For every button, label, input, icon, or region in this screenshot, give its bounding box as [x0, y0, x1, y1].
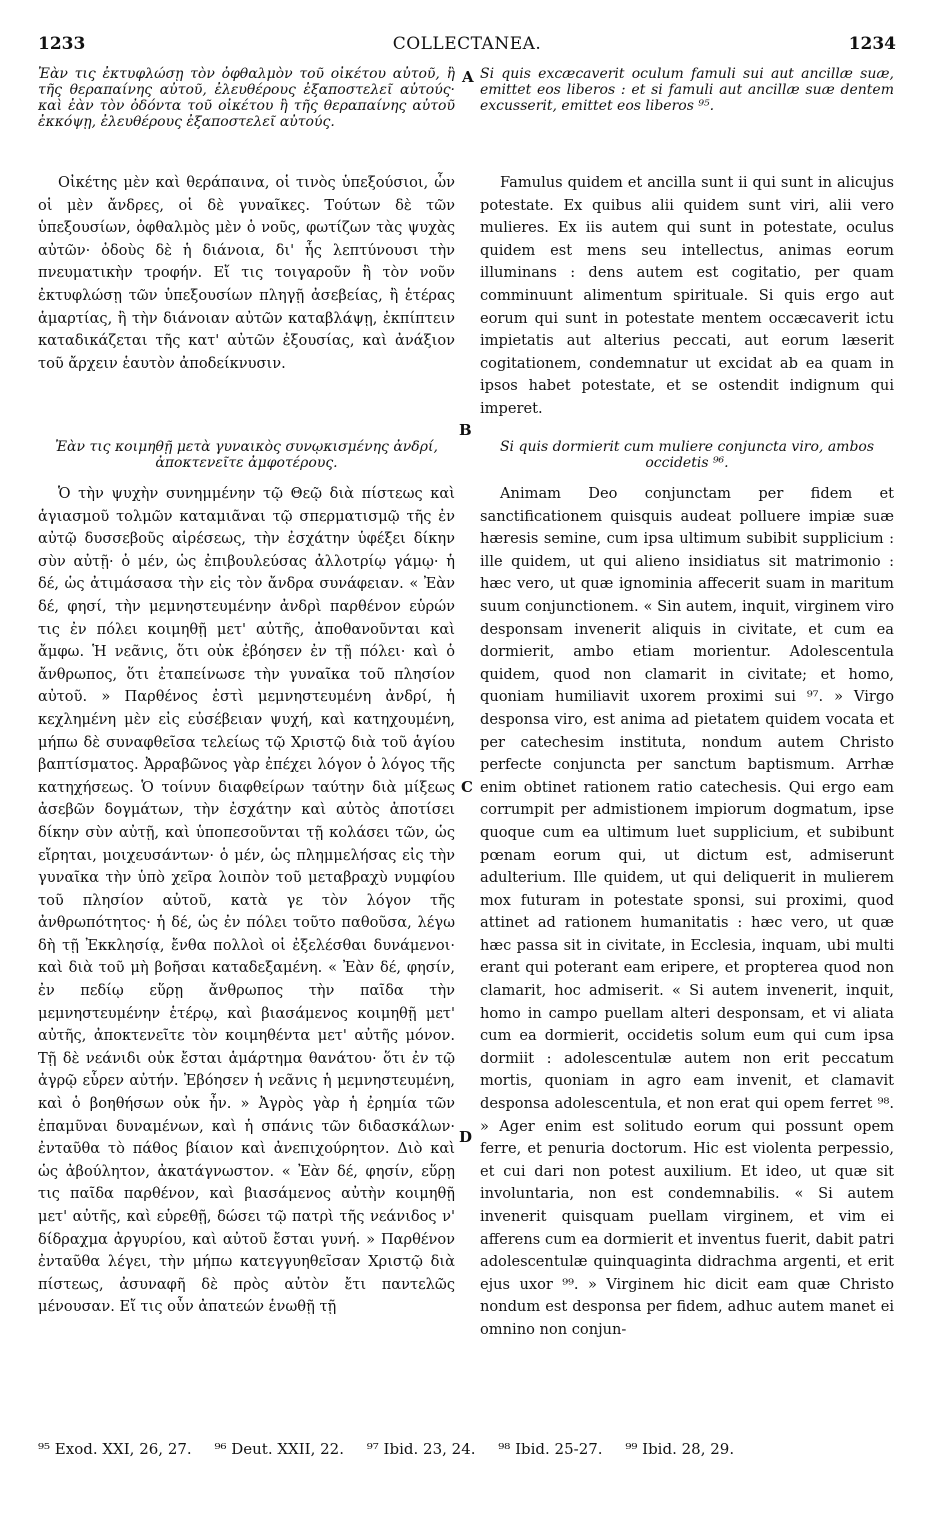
margin-letter-b: B — [459, 421, 472, 439]
greek-section2-text: Ὁ τὴν ψυχὴν συνημμένην τῷ Θεῷ διὰ πίστεως καὶ ἁγιασμοῦ τολμῶν καταμιᾶναι τῷ σπερματισμῷ τῆς ἐν αὐτῷ δυσσεβοῦς αἱρέσεως, τὴν ἐσχάτην ὑφέξει δίκην σὺν αὐτῇ· ὁ μέν, ὡς ἐπιβουλεύσας ἀλλοτρίῳ γάμῳ· ἡ δέ, ὡς ἀτιμάσασα τὴν εἰς τὸν ἄνδρα συνάφειαν. « Ἐὰν δέ, φησί, τὴν μεμνηστευμένην ἀνδρὶ παρθένον εὑρών τις ἐν πόλει κοιμηθῇ μετ' αὐτῆς, ἀποθανοῦνται καὶ ἄμφω. Ἡ νεᾶνις, ὅτι οὐκ ἐβόησεν ἐν τῇ πόλει· καὶ ὁ ἄνθρωπος, ὅτι ἐταπείνωσε τὴν γυναῖκα τοῦ πλησίον αὐτοῦ. » Παρθένος ἐστὶ μεμνηστευμένη ἀνδρί, ἡ κεχλημένη μὲν εἰς εὐσέβειαν ψυχή, καὶ κατηχουμένη, μήπω δὲ συναφθεῖσα τελείως τῷ Χριστῷ διὰ τοῦ ἁγίου βαπτίσματος. Ἀρραβῶνος γὰρ ἐπέχει λόγον ὁ λόγος τῆς κατηχήσεως. Ὁ τοίνυν διαφθείρων ταύτην διὰ μίξεως ἀσεβῶν δογμάτων, τὴν ἐσχάτην καὶ αὐτὸς ἀποτίσει δίκην σὺν αὐτῇ, καὶ ὑποπεσοῦνται τῇ κολάσει τῶν, ὡς εἴρηται, μοιχευσάντων· ὁ μέν, ὡς πλημμελήσας εἰς τὴν γυναῖκα τὴν ὑπὸ χεῖρα λοιπὸν τοῦ μεταβραχὺ νυμφίου τοῦ πλησίον αὐτοῦ, κατὰ γε τὸν λόγον τῆς ἀνθρωπότητος· ἡ δέ, ὡς ἐν πόλει τοῦτο παθοῦσα, λέγω δὴ τῇ Ἐκκλησίᾳ, ἔνθα πολλοὶ οἱ ἐξελέσθαι δυνάμενοι· καὶ διὰ τοῦ μὴ βοῆσαι καταδεξαμένη. « Ἐὰν δέ, φησίν, ἐν πεδίῳ εὕρῃ ἄνθρωπος τὴν παῖδα τὴν μεμνηστευμένην ἑτέρῳ, καὶ βιασάμενος κοιμηθῇ μετ' αὐτῆς, ἀποκτενεῖτε τὸν κοιμηθέντα μετ' αὐτῆς μόνον. Τῇ δὲ νεάνιδι οὐκ ἔσται ἁμάρτημα θανάτου· ὅτι ἐν τῷ ἀγρῷ εὗρεν αὐτήν. Ἐβόησεν ἡ νεᾶνις ἡ μεμνηστευμένη, καὶ ὁ βοηθήσων οὐκ ἦν. » Ἀγρὸς γὰρ ἡ ἐρημία τῶν ἐπαμῦναι δυναμένων, καὶ ἡ σπάνις τῶν διδασκάλων· ἐνταῦθα τὸ πάθος βίαιον καὶ ἀνεπιχούρητον. Διὸ καὶ ὡς ἀβούλητον, ἀκατάγνωστον. « Ἐὰν δέ, φησίν, εὕρῃ τις παῖδα παρθένον, καὶ βιασάμενος αὐτὴν κοιμηθῇ μετ' αὐτῆς, καὶ εὑρεθῇ, δώσει τῷ πατρὶ τῆς νεάνιδος ν' δίδραχμα ἀργυρίου, καὶ αὐτοῦ ἔσται γυνή. » Παρθένον ἐνταῦθα λέγει, τὴν μήπω κατεγγυηθεῖσαν Χριστῷ διὰ πίστεως, ἀσυναφῆ δὲ πρὸς αὐτὸν ἔτι παντελῶς μένουσαν. Εἴ τις οὖν ἀπατεών ἑνωθῇ τῇ — [38, 485, 455, 1316]
latin-section1-title: Si quis excæcaverit oculum famuli sui aut ancillæ suæ, emittet eos liberos : et si famuli aut ancillæ suæ dentem excusserit, emittet eos liberos ⁹⁵. — [480, 66, 894, 114]
margin-letter-c: C — [461, 778, 473, 796]
greek-section1-text: Οἰκέτης μὲν καὶ θεράπαινα, οἱ τινὸς ὑπεξούσιοι, ὧν οἱ μὲν ἄνδρες, οἱ δὲ γυναῖκες. Τούτων δὲ τῶν ὑπεξουσίων, ὀφθαλμὸς μὲν ὁ νοῦς, φωτίζων τὰς ψυχὰς αὐτῶν· ὀδοὺς δὲ ἡ διάνοια, δι' ἧς λεπτύνουσι τὴν πνευματικὴν τροφήν. Εἴ τις τοιγαροῦν ἢ τὸν νοῦν ἐκτυφλώσῃ τῶν ὑπεξουσίων πληγῇ ἀσεβείας, ἢ ἑτέρας ἁμαρτίας, ἢ τὴν διάνοιαν αὐτῶν καταβλάψῃ, ἐκπίπτειν καταδικάζεται τῆς κατ' αὐτῶν ἐξουσίας, καὶ ἀνάξιον τοῦ ἄρχειν ἑαυτὸν ἀποδείκνυσιν. — [38, 174, 455, 372]
footnote: ⁹⁵ Exod. XXI, 26, 27. — [38, 1440, 192, 1458]
left-page-number: 1233 — [38, 34, 86, 54]
margin-letter-a: A — [462, 68, 474, 86]
right-page-number: 1234 — [848, 34, 896, 54]
page-header — [38, 34, 896, 58]
footnote: ⁹⁸ Ibid. 25-27. — [498, 1440, 603, 1458]
margin-letter-d: D — [459, 1128, 473, 1146]
footnote: ⁹⁶ Deut. XXII, 22. — [214, 1440, 344, 1458]
latin-section1-text: Famulus quidem et ancilla sunt ii qui sunt in alicujus potestate. Ex quibus alii quidem sunt viri, alii vero mulieres. Ex iis autem qui sunt in potestate, oculus quidem est mens seu intellectus, animas eorum illuminans : dens autem est cogitatio, per quam comminuunt alimentum spirituale. Si quis ergo aut eorum qui sunt in potestate mentem occæcaverit ictu impietatis aut alterius peccati, aut eorum læserit cogitationem, condemnatur ut excidat ab ea quam in ipsos habet potestate, et se ostendit indignum qui imperet. — [480, 174, 894, 417]
greek-column — [38, 66, 455, 1319]
running-title: COLLECTANEA. — [392, 34, 542, 54]
footnote: ⁹⁹ Ibid. 28, 29. — [625, 1440, 735, 1458]
footnotes — [38, 1440, 896, 1458]
latin-section2-title: Si quis dormierit cum muliere conjuncta viro, ambos occidetis ⁹⁶. — [499, 439, 875, 471]
latin-section2-text: Animam Deo conjunctam per fidem et sanctificationem quisquis audeat polluere impiæ suæ hæresis semine, cum ipsa ultimum subibit supplicium : ille quidem, ut qui alieno insidiatus sit matrimonio : hæc vero, ut quæ ignominia affecerit suam in maritum suum conjunctionem. « Sin autem, inquit, virginem viro desponsam invenerit aliquis in civitate, et cum ea dormierit, ambo etiam morientur. Adolescentula quidem, quod non clamarit in civitate; et homo, quoniam humiliavit uxorem proximi sui ⁹⁷. » Virgo desponsa viro, est anima ad pietatem quidem vocata et per catechesim instituta, nondum autem Christo perfecte conjuncta per sanctum baptismum. Arrhæ enim obtinet rationem ratio catechesis. Qui ergo eam corrumpit per admistionem impiorum dogmatum, ipse quoque cum ea ultimum luet supplicium, et subibunt pœnam eorum qui, ut dictum est, admiserunt adulterium. Ille quidem, ut qui deliquerit in mulierem mox futuram in potestate sponsi, sui proximi, quod attinet ad rationem humanitatis : hæc vero, ut quæ hæc passa sit in civitate, in Ecclesia, inquam, ubi multi erant qui poterant eam eripere, et propterea quod non clamarit, hoc admiserit. « Si autem invenerit, inquit, homo in campo puellam alteri desponsam, et vi aliata cum ea dormierit, occidetis solum eum qui cum ipsa dormiit : adolescentulæ autem non erit peccatum mortis, quoniam in agro eam invenit, et clamavit desponsa adolescentula, et non erat qui opem ferret ⁹⁸. » Ager enim est solitudo eorum qui possunt opem ferre, et penuria doctorum. Hic est violenta perpessio, et cui dari non potest auxilium. Et ideo, ut quæ sit involuntaria, non est condemnabilis. « Si autem invenerit quisquam puellam virginem, et vim ei afferens cum ea dormierit et inventus fuerit, dabit patri adolescentulæ quinquaginta didrachma argenti, et erit ejus uxor ⁹⁹. » Virginem hic dicit eam quæ Christo nondum est desponsa per fidem, adhuc autem manet ei omnino non conjun- — [480, 485, 894, 1338]
greek-section1-title: Ἐὰν τις ἐκτυφλώσῃ τὸν ὀφθαλμὸν τοῦ οἰκέτου αὐτοῦ, ἢ τῆς θεραπαίνης αὐτοῦ, ἐλευθέρους ἐξαποστελεῖ αὐτούς· καὶ ἐὰν τὸν ὀδόντα τοῦ οἰκέτου ἢ τῆς θεραπαίνης αὐτοῦ ἐκκόψῃ, ἐλευθέρους ἐξαποστελεῖ αὐτούς. — [38, 66, 455, 130]
greek-section2-title: Ἐὰν τις κοιμηθῇ μετὰ γυναικὸς συνῳκισμένης ἀνδρί, ἀποκτενεῖτε ἀμφοτέρους. — [55, 439, 438, 471]
footnote: ⁹⁷ Ibid. 23, 24. — [366, 1440, 476, 1458]
latin-column — [480, 66, 894, 1342]
